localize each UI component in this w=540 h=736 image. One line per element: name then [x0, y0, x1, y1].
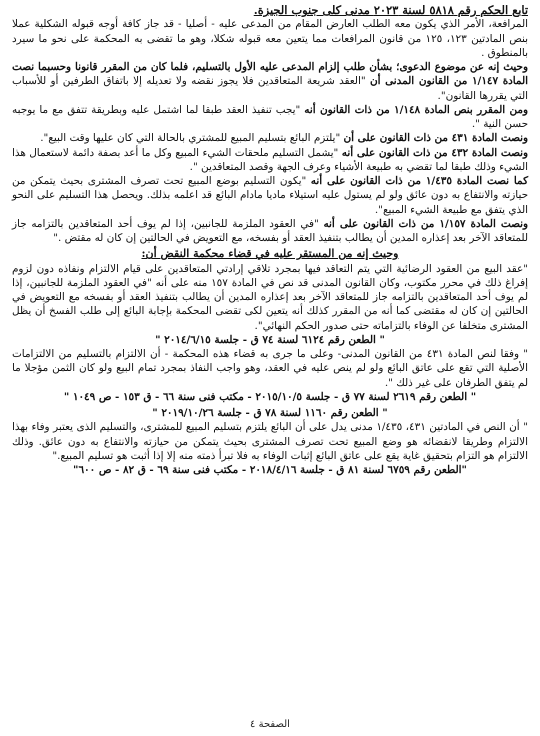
- quote-cassation-2: " وفقا لنص المادة ٤٣١ من القانون المدنى- وعلى ما جرى به قضاء هذه المحكمة - أن الالتزام بالتسليم من الالتزامات الأصلية التي تقع على عاتق البائع ولو لم ينص عليه في العقد، وهو واجب النفاذ بمجرد تمام البيع ولو كان الثمن مؤجلا ما لم يتفق الطرفان على غير ذلك ".: [12, 348, 528, 389]
- citation-4: "الطعن رقم ٦٧٥٩ لسنة ٨١ ق - جلسة ٢٠١٨/٤/١٦ - مكتب فنى سنة ٦٩ - ق ٨٢ - ص ٦٠٠": [73, 464, 467, 476]
- paragraph-article-435: [12, 174, 528, 217]
- article-148-lead: ومن المقرر بنص المادة ١/١٤٨ من ذات القانون أنه: [304, 103, 528, 116]
- paragraph-article-431: [12, 131, 528, 145]
- article-435-text: "يكون التسليم بوضع المبيع تحت تصرف المشترى بحيث يتمكن من حيازته والانتفاع به دون عائق ولو لم يستول عليه استيلاء ماديا مادام البائع قد اعلمه بذلك. ويحصل هذا التسليم على النحو الذي يتفق مع طبيعة الشيء المبيع".: [12, 175, 528, 216]
- page-number: الصفحة ٤: [250, 719, 290, 730]
- citation-1: " الطعن رقم ٦١٢٤ لسنة ٧٤ ق - جلسة ٢٠١٤/٦/١٥ ": [155, 333, 385, 346]
- paragraph-article-432: [12, 146, 528, 175]
- paragraph-article-147: [12, 60, 528, 103]
- article-148-text: "يجب تنفيذ العقد طبقا لما اشتمل عليه وبطريقة تتفق مع ما يوجبه حسن النية ".: [12, 103, 528, 130]
- article-432-lead: ونصت المادة ٤٣٢ من ذات القانون على أنه: [341, 146, 528, 159]
- section-heading: وحيث إنه من المستقر عليه في قضاء محكمة النقض أن:: [141, 247, 399, 261]
- paragraph-admissibility: المرافعة، الأمر الذي يكون معه الطلب العارض المقام من المدعى عليه - أصليا - قد جاز كافة أوجه قبوله الشكلية عملا بنص المادتين ١٢٣، ١٢٥ من قانون المرافعات مما يتعين معه قبوله شكلا، وهو ما تقضى به المحكمة على نحو ما سيرد بالمنطوق .: [12, 18, 528, 59]
- citation-2: " الطعن رقم ٢٦١٩ لسنة ٧٧ ق - جلسة ٢٠١٥/١٠/٥ - مكتب فنى سنة ٦٦ - ق ١٥٣ - ص ١٠٤٩ ": [63, 390, 477, 403]
- article-147-text: "العقد شريعة المتعاقدين فلا يجوز نقضه ولا تعديله إلا باتفاق الطرفين أو للأسباب التي يقررها القانون".: [12, 75, 528, 102]
- citation-3: " الطعن رقم ١١٦٠ لسنة ٧٨ ق - جلسة ٢٠١٩/١٠/٢٦ ": [152, 407, 388, 419]
- paragraph-article-157: [12, 217, 528, 246]
- article-157-lead: ونصت المادة ١/١٥٧ من ذات القانون على أنه: [323, 217, 528, 230]
- article-431-lead: ونصت المادة ٤٣١ من ذات القانون على أن: [343, 132, 528, 145]
- article-157-text: "في العقود الملزمة للجانبين، إذا لم يوف أحد المتعاقدين بالتزامه جاز للمتعاقد الآخر بعد إعذاره المدين أن يطالب بتنفيذ العقد أو بفسخه، مع التعويض في الحالتين إن كان له مقتض .": [12, 217, 528, 244]
- quote-cassation-3: " أن النص في المادتين ٤٣١، ١/٤٣٥ مدنى يدل على أن البائع يلتزم بتسليم المبيع للمشترى، والتسليم الذى يعتبر وفاء بهذا الالتزام وطريقا لانقضائه هو وضع المبيع تحت تصرف المشترى بحيث يتمكن من حيازته والانتفاع به دون عائق. وذلك الالتزام هو التزام بتحقيق غاية يقع على عاتق البائع إثبات الوفاء به فلا تبرأ ذمته منه إلا إذا أثبت هو تسليم المبيع.": [12, 421, 528, 462]
- article-435-lead: كما نصت المادة ١/٤٣٥ من ذات القانون على أنه: [310, 175, 529, 187]
- article-431-text: "يلتزم البائع بتسليم المبيع للمشتري بالحالة التي كان عليها وقت البيع".: [40, 132, 344, 145]
- quote-cassation-1: "عقد البيع من العقود الرضائية التي يتم التعاقد فيها بمجرد تلاقي إرادتي المتعاقدين على قيام الالتزام ونفاذه دون لزوم إفراغ ذلك في محرر مكتوب، وكان القانون المدنى قد نص في المادة ١٥٧ منه على أنه "في العقود الملزمة للجانبين، إذا لم يوف أحد المتعاقدين بالتزامه جاز للمتعاقد الآخر بعد إعذاره المدين أن يطالب بتنفيذ العقد أو بفسخه مع التعويض في الحالتين إن كان له مقتضى كما أنه من المقرر كذلك أنه يتعين لكى تقضى المحكمة بإجابة البائع إلى طلب الفسخ أن يظل المشترى متخلفا عن الوفاء بالتزاماته حتى صدور الحكم النهائي".: [12, 262, 528, 332]
- paragraph-article-148: [12, 103, 528, 132]
- article-432-text: "يشمل التسليم ملحقات الشيء المبيع وكل ما أعد بصفة دائمة لاستعمال هذا الشيء وذلك طبقا لما تقضي به طبيعة الأشياء وعرف الجهة وقصد المتعاقدين ".: [12, 146, 528, 173]
- page-title: تابع الحكم رقم ٥٨١٨ لسنة ٢٠٢٣ مدنى كلى جنوب الجيزة.: [253, 3, 528, 17]
- article-147-lead: وحيث إنه عن موضوع الدعوى؛ بشأن طلب إلزام المدعى عليه الأول بالتسليم، فلما كان من المقرر قانونا وحسبما نصت المادة ١/١٤٧ من القانون المدنى أن: [12, 61, 528, 88]
